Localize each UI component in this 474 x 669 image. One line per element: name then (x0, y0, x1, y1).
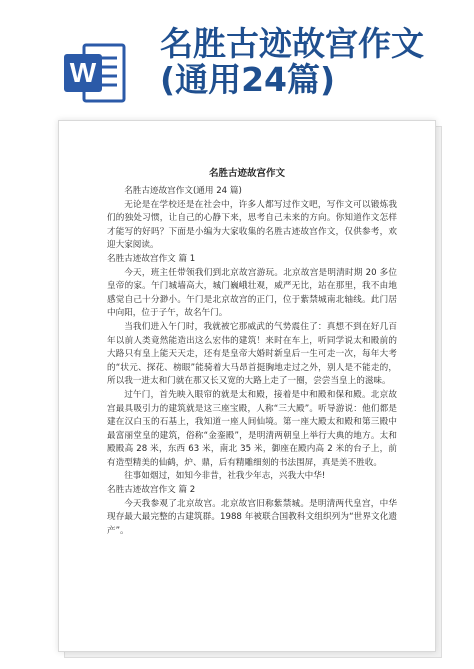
word-document-icon (62, 40, 128, 106)
page-title-line-2: (通用24篇) (160, 59, 336, 99)
document-subtitle: 名胜古迹故宫作文(通用 24 篇) (124, 186, 242, 196)
document-page (58, 120, 436, 652)
paragraph: 过午门，首先映入眼帘的就是太和殿，接着是中和殿和保和殿。北京故宫最具吸引力的建筑就是这三座宝殿，人称“三大殿”。听导游说：他们都是建在汉白玉的石基上，我知道一座人间仙境。第一座大殿太和殿和第三殿中最富丽堂皇的建筑，俗称“金銮殿”，是明清两朝皇上举行大典的地方。太和殿殿高 28 米，东西 63 米，南北 35 米，御座在殿内高 2 米的台子上，前有造型精美的仙鹤，炉、鼎，后有精雕细刻的书法围屏，真是美不胜收。 (107, 389, 397, 468)
document-preview (58, 120, 440, 656)
page-title-line-1: 名胜古迹故宫作文 (160, 24, 424, 63)
paragraph: 往事如烟过，如知今非昔，社我少年志，兴我大中华! (124, 471, 326, 482)
word-letter: W (69, 57, 97, 88)
paragraph-intro: 无论是在学校还是在社会中，许多人都写过作文吧，写作文可以锻炼我们的独处习惯，让自己的心静下来，思考自己未来的方向。你知道作文怎样才能写的好吗？下面是小编为大家收集的名胜古迹故宫作文，仅供参考，欢迎大家阅读。 (107, 199, 397, 251)
paragraph: 当我们进入午门时，我就被它那威武的气势震住了：真想不到在好几百年以前人类竟然能造出这么宏伟的建筑！来时在车上，听同学说太和殿前的大路只有皇上能天天走，还有是皇帝大婚时新皇后一生可走一次，每年大考的“状元、探花、榜眼”能骑着大马昂首挺胸地走过之外，别人是不能走的，所以我一进太和门就在那又长又宽的大路上走了一圈，尝尝当皇上的滋味。 (107, 321, 397, 387)
paragraph: 今天我参观了北京故宫。北京故宫旧称紫禁城。是明清两代皇宫，中华现存最大最完整的古建筑群。1988 年被联合国教科文组织列为“世界文化遗产”。 (107, 498, 397, 536)
document-body (107, 185, 397, 538)
page-title (160, 26, 424, 97)
section-heading-2: 名胜古迹故宫作文 篇 2 (107, 485, 196, 496)
document-heading: 名胜古迹故宫作文 (208, 168, 285, 179)
paragraph: 今天，班主任带领我们到北京故宫游玩。北京故宫是明清时期 20 多位皇帝的家。午门城墙高大，城门巍峨壮观，威严无比，站在那里，我不由地感觉自己十分渺小。午门是北京故宫的正门，位于紫禁城南北轴线。此门居中向阳，位于子午，故名午门。 (107, 267, 397, 319)
section-heading-1: 名胜古迹故宫作文 篇 1 (107, 253, 196, 264)
